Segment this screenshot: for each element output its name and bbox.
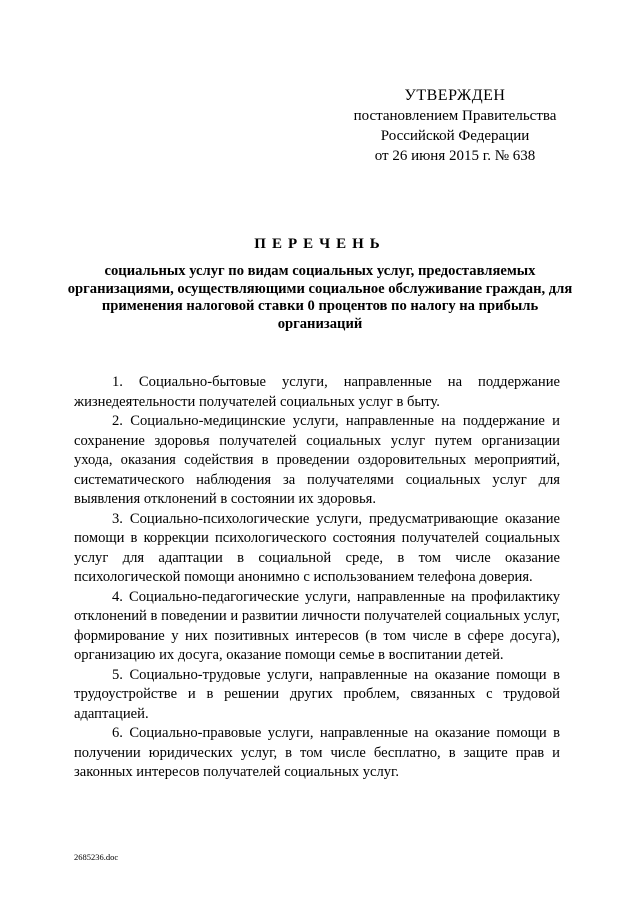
approval-line-2: Российской Федерации — [380, 128, 530, 144]
file-name-footer: 2685236.doc — [74, 852, 119, 862]
list-item-4: 4. Социально-педагогические услуги, направленные на профилактику отклонений в поведении и развитии личности получателей социальных услуг, формирование у них позитивных интересов (в том числе в сфере досуга), организацию их досуга, оказание помощи семье в воспитании детей. — [74, 588, 560, 663]
list-item-1: 1. Социально-бытовые услуги, направленные на поддержание жизнедеятельности получателей социальных услуг в быту. — [74, 374, 560, 410]
document-subtitle: социальных услуг по видам социальных услуг, предоставляемых организациями, осуществляющими социальное обслуживание граждан, для применения налоговой ставки 0 процентов по налогу на прибыль организаций — [67, 263, 573, 332]
list-item-2: 2. Социально-медицинские услуги, направленные на поддержание и сохранение здоровья получателей социальных услуг путем организации ухода, оказания содействия в проведении оздоровительных мероприятий, систематического наблюдения за получателями социальных услуг для выявления отклонений в состоянии их здоровья. — [74, 413, 560, 507]
list-item-3: 3. Социально-психологические услуги, предусматривающие оказание помощи в коррекции психологического состояния получателей социальных услуг для адаптации в социальной среде, в том числе оказание психологической помощи анонимно с использованием телефона доверия. — [74, 510, 560, 585]
approval-heading: УТВЕРЖДЕН — [404, 87, 506, 104]
document-title: ПЕРЕЧЕНЬ — [254, 236, 386, 252]
approval-line-1: постановлением Правительства — [353, 108, 557, 124]
list-item-6: 6. Социально-правовые услуги, направленные на оказание помощи в получении юридических услуг, в том числе бесплатно, в защите прав и законных интересов получателей социальных услуг. — [74, 725, 560, 780]
approval-block — [330, 86, 580, 166]
approval-line-3: от 26 июня 2015 г. № 638 — [374, 148, 536, 164]
services-list — [74, 373, 560, 783]
list-item-5: 5. Социально-трудовые услуги, направленные на оказание помощи в трудоустройстве и в решении других проблем, связанных с трудовой адаптацией. — [74, 666, 560, 722]
